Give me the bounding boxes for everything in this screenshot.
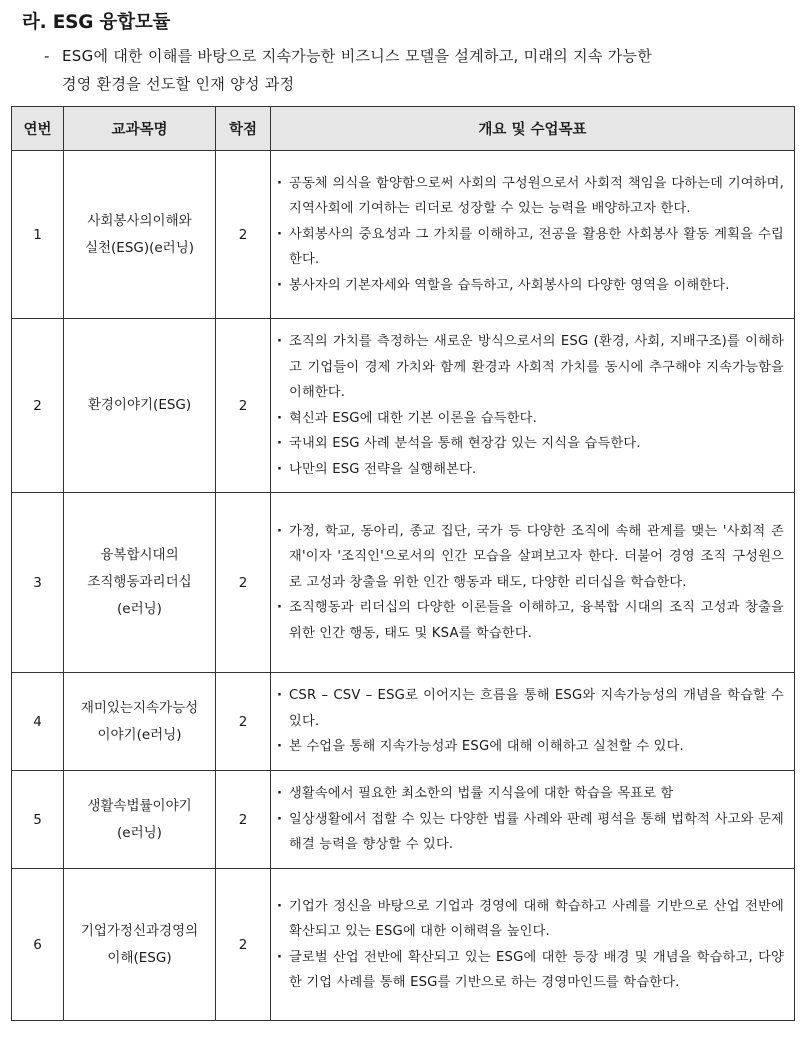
- bullet-text: 혁신과 ESG에 대한 기본 이론을 습득한다.: [289, 410, 537, 426]
- course-credits: 2: [216, 151, 271, 319]
- curriculum-table: [11, 106, 795, 1021]
- course-name: [64, 151, 216, 319]
- bullet-text: 기업가 정신을 바탕으로 기업과 경영에 대해 학습하고 사례를 기반으로 산업 전반에 확산되고 있는 ESG에 대한 이해력을 높인다.: [289, 898, 784, 939]
- course-summary: [271, 673, 795, 771]
- course-name-line: 기업가정신과경영의: [80, 922, 199, 939]
- header-course: 교과목명: [64, 107, 216, 151]
- course-summary: [271, 869, 795, 1021]
- bullet-text: 본 수업을 통해 지속가능성과 ESG에 대해 이해하고 실천할 수 있다.: [289, 739, 684, 755]
- course-name: [64, 869, 216, 1021]
- bullet-mark: ·: [277, 811, 283, 827]
- summary-bullet: [277, 171, 784, 222]
- summary-bullet: [277, 734, 784, 760]
- bullet-mark: ·: [277, 898, 283, 914]
- bullet-mark: ·: [277, 600, 283, 616]
- summary-bullet: [277, 431, 784, 457]
- row-number: 1: [12, 151, 64, 319]
- bullet-mark: ·: [277, 334, 283, 349]
- header-no: 연번: [12, 107, 64, 151]
- bullet-mark: ·: [277, 688, 283, 704]
- bullet-text: CSR – CSV – ESG로 이어지는 흐름을 통해 ESG와 지속가능성의 개념을 학습할 수 있다.: [289, 688, 784, 729]
- course-name: [64, 771, 216, 869]
- dash-marker: -: [44, 47, 50, 65]
- course-summary: [271, 151, 795, 319]
- course-credits: 2: [216, 771, 271, 869]
- bullet-mark: ·: [277, 739, 283, 755]
- bullet-text: 조직의 가치를 측정하는 새로운 방식으로서의 ESG (환경, 사회, 지배구조)를 이해하고 기업들이 경제 가치와 함께 환경과 사회적 가치를 동시에 추구해야 지속가능함을 이해한다.: [289, 334, 784, 400]
- table-header-row: [12, 107, 795, 151]
- row-number: 4: [12, 673, 64, 771]
- course-name-line: 재미있는지속가능성: [80, 699, 199, 716]
- bullet-text: 사회봉사의 중요성과 그 가치를 이해하고, 전공을 활용한 사회봉사 활동 계획을 수립한다.: [289, 226, 784, 268]
- course-name: [64, 493, 216, 673]
- bullet-mark: ·: [277, 226, 283, 242]
- row-number: 2: [12, 319, 64, 493]
- row-number: 5: [12, 771, 64, 869]
- course-name-line: 실천(ESG)(e러닝): [84, 239, 195, 256]
- course-name-line: 사회봉사의이해와: [87, 212, 192, 229]
- bullet-text: 일상생활에서 접할 수 있는 다양한 법률 사례와 판례 평석을 통해 법학적 사고와 문제해결 능력을 향상할 수 있다.: [289, 811, 784, 853]
- summary-bullet: [277, 273, 784, 299]
- course-name-line: 이해(ESG): [107, 949, 172, 966]
- bullet-text: 가정, 학교, 동아리, 종교 집단, 국가 등 다양한 조직에 속해 관계를 맺는 '사회적 존재'이자 '조직인'으로서의 인간 모습을 살펴보고자 한다. 더불어 경영 조직 구성원으로 고성과 창출을 위한 인간 행동과 태도, 다양한 리더십을 학습한다.: [289, 523, 784, 590]
- description-line-1: - ESG에 대한 이해를 바탕으로 지속가능한 비즈니스 모델을 설계하고, 미래의 지속 가능한: [44, 42, 794, 70]
- table-row: [12, 869, 795, 1021]
- table-row: [12, 151, 795, 319]
- summary-bullet: [277, 406, 784, 432]
- section-heading: 라. ESG 융합모듈: [22, 12, 171, 33]
- header-summary: 개요 및 수업목표: [271, 107, 795, 151]
- bullet-text: 생활속에서 필요한 최소한의 법률 지식을에 대한 학습을 목표로 함: [289, 786, 674, 802]
- bullet-mark: ·: [277, 277, 283, 293]
- course-name: [64, 319, 216, 493]
- course-name-line: 융복합시대의: [100, 547, 179, 563]
- row-number: 3: [12, 493, 64, 673]
- bullet-text: 글로벌 산업 전반에 확산되고 있는 ESG에 대한 등장 배경 및 개념을 학습하고, 다양한 기업 사례를 통해 ESG를 기반으로 하는 경영마인드를 학습한다.: [289, 949, 784, 990]
- summary-bullet: [277, 595, 784, 646]
- summary-bullet: [277, 519, 784, 596]
- course-summary: [271, 319, 795, 493]
- row-number: 6: [12, 869, 64, 1021]
- description-line-2: 경영 환경을 선도할 인재 양성 과정: [62, 75, 295, 93]
- course-summary: [271, 493, 795, 673]
- course-name: [64, 673, 216, 771]
- summary-bullet: [277, 329, 784, 406]
- bullet-mark: ·: [277, 175, 283, 191]
- course-name-line: (e러닝): [117, 601, 162, 617]
- bullet-text: 공동체 의식을 함양함으로써 사회의 구성원으로서 사회적 책임을 다하는데 기여하며, 지역사회에 기여하는 리더로 성장할 수 있는 능력을 배양하고자 한다.: [289, 175, 784, 217]
- bullet-mark: ·: [277, 949, 283, 965]
- course-name-line: 환경이야기(ESG): [87, 397, 192, 413]
- course-name-line: 조직행동과리더십: [87, 574, 192, 590]
- summary-bullet: [277, 683, 784, 734]
- summary-bullet: [277, 807, 784, 858]
- course-credits: 2: [216, 869, 271, 1021]
- bullet-mark: ·: [277, 410, 283, 426]
- bullet-mark: ·: [277, 786, 283, 802]
- section-description: [44, 42, 794, 98]
- summary-bullet: [277, 945, 784, 996]
- bullet-mark: ·: [277, 461, 283, 477]
- bullet-mark: ·: [277, 436, 283, 451]
- bullet-text: 조직행동과 리더십의 다양한 이론들을 이해하고, 융복합 시대의 조직 고성과 창출을 위한 인간 행동, 태도 및 KSA를 학습한다.: [289, 600, 784, 641]
- course-name-line: 생활속법률이야기: [87, 797, 192, 814]
- table-row: [12, 493, 795, 673]
- course-name-line: (e러닝): [117, 824, 162, 841]
- course-credits: 2: [216, 319, 271, 493]
- summary-bullet: [277, 894, 784, 945]
- course-name-line: 이야기(e러닝): [97, 726, 182, 743]
- table-row: [12, 771, 795, 869]
- header-credits: 학점: [216, 107, 271, 151]
- bullet-text: 국내외 ESG 사례 분석을 통해 현장감 있는 지식을 습득한다.: [289, 436, 641, 451]
- course-credits: 2: [216, 493, 271, 673]
- course-credits: 2: [216, 673, 271, 771]
- bullet-text: 나만의 ESG 전략을 실행해본다.: [289, 461, 477, 477]
- bullet-mark: ·: [277, 523, 283, 539]
- table-row: [12, 319, 795, 493]
- summary-bullet: [277, 222, 784, 273]
- bullet-text: 봉사자의 기본자세와 역할을 습득하고, 사회봉사의 다양한 영역을 이해한다.: [289, 277, 730, 293]
- summary-bullet: [277, 781, 784, 807]
- summary-bullet: [277, 457, 784, 483]
- table-row: [12, 673, 795, 771]
- course-summary: [271, 771, 795, 869]
